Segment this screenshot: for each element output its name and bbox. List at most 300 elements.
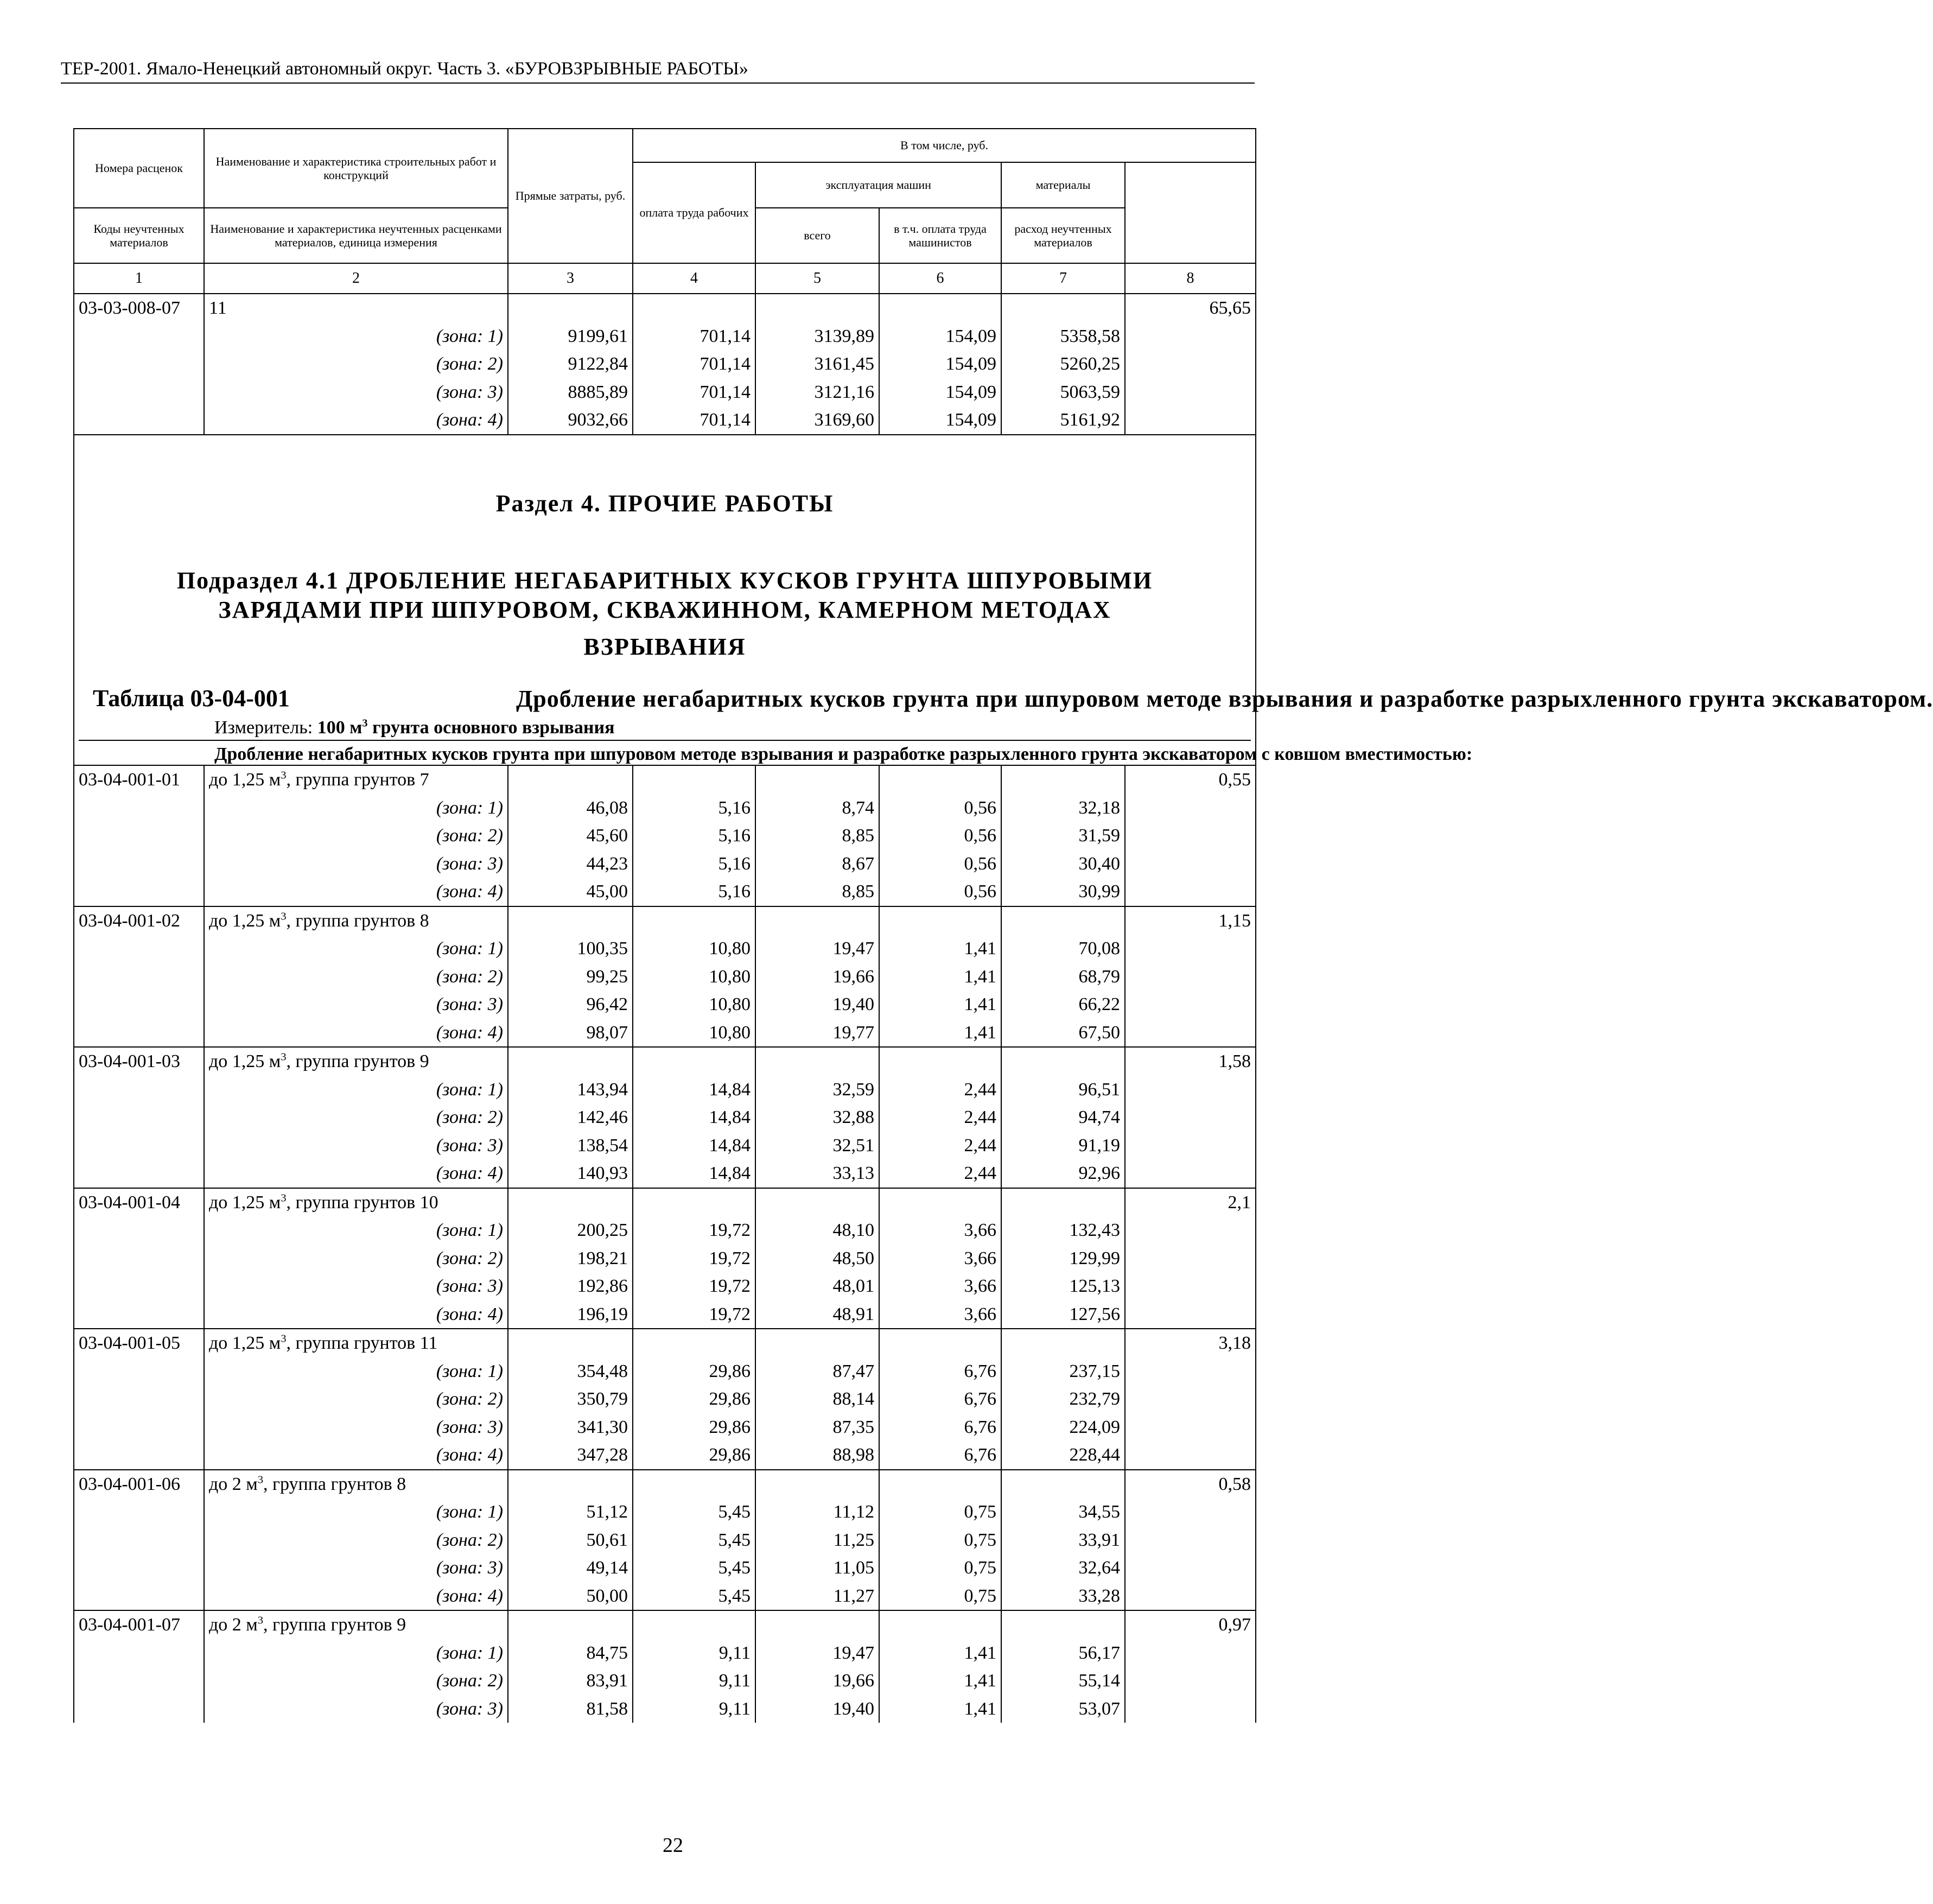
zone-value: 350,79 bbox=[508, 1385, 633, 1413]
zone-label: (зона: 2) bbox=[204, 822, 508, 850]
page-number: 22 bbox=[663, 1834, 683, 1857]
empty-cell bbox=[633, 1188, 755, 1217]
col-header-direct: Прямые затраты, руб. bbox=[508, 129, 633, 263]
empty-cell bbox=[74, 1103, 204, 1132]
zone-value: 5063,59 bbox=[1001, 378, 1125, 407]
zone-value: 9,11 bbox=[633, 1695, 755, 1723]
zone-label: (зона: 3) bbox=[204, 850, 508, 878]
page-header: ТЕР-2001. Ямало-Ненецкий автономный округ. Часть 3. «БУРОВЗРЫВНЫЕ РАБОТЫ» bbox=[61, 59, 1255, 84]
zone-value: 2,44 bbox=[879, 1076, 1001, 1104]
subsection-title-line3: ВЗРЫВАНИЯ bbox=[583, 633, 746, 660]
empty-cell bbox=[1125, 1300, 1256, 1329]
zone-value: 132,43 bbox=[1001, 1216, 1125, 1245]
empty-cell bbox=[1001, 765, 1125, 794]
zone-value: 3,66 bbox=[879, 1216, 1001, 1245]
zone-label: (зона: 4) bbox=[204, 1019, 508, 1048]
zone-row bbox=[74, 350, 1256, 378]
rates-table bbox=[73, 128, 1933, 1723]
zone-value: 48,50 bbox=[755, 1245, 879, 1273]
zone-label: (зона: 3) bbox=[204, 1413, 508, 1442]
empty-cell bbox=[74, 1019, 204, 1048]
empty-cell bbox=[1125, 794, 1256, 822]
empty-cell bbox=[879, 1470, 1001, 1499]
zone-value: 127,56 bbox=[1001, 1300, 1125, 1329]
zone-value: 5,45 bbox=[633, 1582, 755, 1611]
zone-value: 50,00 bbox=[508, 1582, 633, 1611]
empty-cell bbox=[74, 935, 204, 963]
zone-label: (зона: 3) bbox=[204, 1554, 508, 1582]
empty-cell bbox=[74, 1245, 204, 1273]
table-row bbox=[74, 765, 1256, 794]
zone-value: 8,74 bbox=[755, 794, 879, 822]
empty-cell bbox=[508, 765, 633, 794]
zone-label: (зона: 1) bbox=[204, 322, 508, 351]
zone-row bbox=[74, 1076, 1256, 1104]
zone-row bbox=[74, 406, 1256, 435]
empty-cell bbox=[74, 1441, 204, 1470]
zone-value: 1,41 bbox=[879, 991, 1001, 1019]
rate-code: 03-04-001-06 bbox=[74, 1470, 204, 1499]
empty-cell bbox=[1125, 1357, 1256, 1386]
empty-cell bbox=[74, 1498, 204, 1526]
zone-value: 192,86 bbox=[508, 1272, 633, 1300]
col-number: 2 bbox=[204, 263, 508, 294]
empty-cell bbox=[755, 294, 879, 322]
zone-value: 14,84 bbox=[633, 1132, 755, 1160]
zone-value: 29,86 bbox=[633, 1441, 755, 1470]
empty-cell bbox=[1125, 1639, 1256, 1667]
empty-cell bbox=[1125, 1159, 1256, 1188]
zone-value: 10,80 bbox=[633, 1019, 755, 1048]
zone-row bbox=[74, 1498, 1256, 1526]
empty-cell bbox=[74, 378, 204, 407]
empty-cell bbox=[1125, 1132, 1256, 1160]
zone-value: 19,47 bbox=[755, 935, 879, 963]
zone-value: 3,66 bbox=[879, 1245, 1001, 1273]
zone-value: 3169,60 bbox=[755, 406, 879, 435]
zone-value: 83,91 bbox=[508, 1667, 633, 1695]
rate-name: до 1,25 $м^3$, группа грунтов 11 bbox=[204, 1329, 508, 1357]
zone-value: 1,41 bbox=[879, 963, 1001, 991]
empty-cell bbox=[74, 878, 204, 906]
zone-row bbox=[74, 1357, 1256, 1386]
zone-value: 11,27 bbox=[755, 1582, 879, 1611]
empty-cell bbox=[74, 406, 204, 435]
zone-value: 9122,84 bbox=[508, 350, 633, 378]
zone-value: 11,12 bbox=[755, 1498, 879, 1526]
empty-cell bbox=[1125, 1103, 1256, 1132]
col-number: 1 bbox=[74, 263, 204, 294]
zone-value: 99,25 bbox=[508, 963, 633, 991]
zone-value: 48,10 bbox=[755, 1216, 879, 1245]
zone-value: 143,94 bbox=[508, 1076, 633, 1104]
empty-cell bbox=[1001, 1470, 1125, 1499]
zone-row bbox=[74, 1019, 1256, 1048]
empty-cell bbox=[633, 1047, 755, 1076]
zone-label: (зона: 4) bbox=[204, 1159, 508, 1188]
zone-row bbox=[74, 1132, 1256, 1160]
subsection-title-line2: ЗАРЯДАМИ ПРИ ШПУРОВОМ, СКВАЖИННОМ, КАМЕРНОМ МЕТОДАХ bbox=[218, 596, 1111, 623]
zone-value: 3,66 bbox=[879, 1272, 1001, 1300]
zone-value: 5,45 bbox=[633, 1498, 755, 1526]
group-description: Дробление негабаритных кусков грунта при шпуровом методе взрывания и разработке разрыхленного грунта экскаватором с ковшом вместимостью: bbox=[79, 740, 1251, 765]
zone-value: 19,40 bbox=[755, 991, 879, 1019]
zone-value: 66,22 bbox=[1001, 991, 1125, 1019]
zone-value: 96,51 bbox=[1001, 1076, 1125, 1104]
rate-code: 03-04-001-05 bbox=[74, 1329, 204, 1357]
zone-value: 200,25 bbox=[508, 1216, 633, 1245]
zone-value: 50,61 bbox=[508, 1526, 633, 1554]
empty-cell bbox=[755, 1470, 879, 1499]
zone-label: (зона: 2) bbox=[204, 963, 508, 991]
zone-value: 154,09 bbox=[879, 350, 1001, 378]
zone-value: 9,11 bbox=[633, 1667, 755, 1695]
zone-value: 5,45 bbox=[633, 1554, 755, 1582]
zone-value: 10,80 bbox=[633, 935, 755, 963]
zone-value: 5260,25 bbox=[1001, 350, 1125, 378]
zone-value: 33,91 bbox=[1001, 1526, 1125, 1554]
zone-value: 5,16 bbox=[633, 878, 755, 906]
col-header-group: В том числе, руб. bbox=[633, 129, 1256, 162]
zone-value: 8,67 bbox=[755, 850, 879, 878]
rate-name: до 1,25 $м^3$, группа грунтов 9 bbox=[204, 1047, 508, 1076]
zone-label: (зона: 3) bbox=[204, 378, 508, 407]
empty-cell bbox=[74, 1385, 204, 1413]
zone-row bbox=[74, 991, 1256, 1019]
zone-value: 19,72 bbox=[633, 1300, 755, 1329]
empty-cell bbox=[1125, 322, 1256, 351]
zone-value: 46,08 bbox=[508, 794, 633, 822]
zone-value: 11,25 bbox=[755, 1526, 879, 1554]
empty-cell bbox=[1125, 1526, 1256, 1554]
zone-value: 49,14 bbox=[508, 1554, 633, 1582]
zone-value: 3161,45 bbox=[755, 350, 879, 378]
zone-value: 30,99 bbox=[1001, 878, 1125, 906]
zone-value: 14,84 bbox=[633, 1103, 755, 1132]
zone-value: 0,56 bbox=[879, 822, 1001, 850]
zone-value: 32,18 bbox=[1001, 794, 1125, 822]
empty-cell bbox=[1125, 1695, 1256, 1723]
zone-value: 129,99 bbox=[1001, 1245, 1125, 1273]
col-header-operators: в т.ч. оплата труда машинистов bbox=[879, 208, 1001, 263]
zone-label: (зона: 2) bbox=[204, 1245, 508, 1273]
zone-label: (зона: 3) bbox=[204, 1695, 508, 1723]
zone-value: 6,76 bbox=[879, 1441, 1001, 1470]
zone-label: (зона: 1) bbox=[204, 794, 508, 822]
empty-cell bbox=[74, 963, 204, 991]
zone-value: 19,47 bbox=[755, 1639, 879, 1667]
zone-label: (зона: 4) bbox=[204, 406, 508, 435]
zone-value: 0,56 bbox=[879, 850, 1001, 878]
zone-row bbox=[74, 1385, 1256, 1413]
empty-cell bbox=[74, 1695, 204, 1723]
zone-label: (зона: 2) bbox=[204, 1667, 508, 1695]
col-header-material-codes: Коды неучтенных материалов bbox=[74, 208, 204, 263]
rate-code: 03-04-001-04 bbox=[74, 1188, 204, 1217]
empty-cell bbox=[879, 1610, 1001, 1639]
zone-value: 55,14 bbox=[1001, 1667, 1125, 1695]
col-number: 4 bbox=[633, 263, 755, 294]
zone-row bbox=[74, 1245, 1256, 1273]
empty-cell bbox=[1125, 1413, 1256, 1442]
rate-code: 03-04-001-02 bbox=[74, 906, 204, 935]
empty-cell bbox=[1001, 1047, 1125, 1076]
zone-value: 5,45 bbox=[633, 1526, 755, 1554]
zone-value: 33,28 bbox=[1001, 1582, 1125, 1611]
col-header-materials: материалы bbox=[1001, 162, 1125, 208]
zone-value: 10,80 bbox=[633, 963, 755, 991]
empty-cell bbox=[1001, 1329, 1125, 1357]
zone-value: 0,75 bbox=[879, 1582, 1001, 1611]
zone-label: (зона: 1) bbox=[204, 935, 508, 963]
zone-value: 8885,89 bbox=[508, 378, 633, 407]
zone-value: 45,00 bbox=[508, 878, 633, 906]
zone-value: 154,09 bbox=[879, 322, 1001, 351]
zone-value: 228,44 bbox=[1001, 1441, 1125, 1470]
zone-value: 88,14 bbox=[755, 1385, 879, 1413]
zone-label: (зона: 3) bbox=[204, 1272, 508, 1300]
zone-row bbox=[74, 1582, 1256, 1611]
zone-value: 29,86 bbox=[633, 1385, 755, 1413]
rate-name: до 1,25 $м^3$, группа грунтов 7 bbox=[204, 765, 508, 794]
meter-value: 100 $м^3$ грунта основного взрывания bbox=[317, 717, 615, 738]
empty-cell bbox=[74, 1526, 204, 1554]
zone-value: 0,75 bbox=[879, 1498, 1001, 1526]
empty-cell bbox=[633, 294, 755, 322]
empty-cell bbox=[633, 1610, 755, 1639]
meter-label: Измеритель: bbox=[214, 718, 313, 738]
zone-label: (зона: 2) bbox=[204, 1526, 508, 1554]
zone-value: 1,41 bbox=[879, 1019, 1001, 1048]
empty-cell bbox=[74, 1300, 204, 1329]
empty-cell bbox=[1125, 1216, 1256, 1245]
col-header-code: Номера расценок bbox=[74, 129, 204, 208]
zone-value: 8,85 bbox=[755, 822, 879, 850]
zone-value: 11,05 bbox=[755, 1554, 879, 1582]
zone-value: 237,15 bbox=[1001, 1357, 1125, 1386]
empty-cell bbox=[1125, 350, 1256, 378]
empty-cell bbox=[879, 906, 1001, 935]
zone-value: 48,01 bbox=[755, 1272, 879, 1300]
zone-value: 5161,92 bbox=[1001, 406, 1125, 435]
empty-cell bbox=[1125, 963, 1256, 991]
zone-value: 98,07 bbox=[508, 1019, 633, 1048]
zone-row bbox=[74, 850, 1256, 878]
empty-cell bbox=[1125, 1019, 1256, 1048]
empty-cell bbox=[1125, 1667, 1256, 1695]
empty-cell bbox=[1125, 991, 1256, 1019]
section-title: Раздел 4. ПРОЧИЕ РАБОТЫ bbox=[495, 490, 834, 517]
zone-value: 154,09 bbox=[879, 406, 1001, 435]
rate-code: 03-04-001-01 bbox=[74, 765, 204, 794]
zone-row bbox=[74, 1554, 1256, 1582]
zone-value: 142,46 bbox=[508, 1103, 633, 1132]
zone-value: 8,85 bbox=[755, 878, 879, 906]
zone-value: 232,79 bbox=[1001, 1385, 1125, 1413]
zone-value: 81,58 bbox=[508, 1695, 633, 1723]
empty-cell bbox=[74, 1132, 204, 1160]
zone-label: (зона: 1) bbox=[204, 1076, 508, 1104]
zone-row bbox=[74, 1441, 1256, 1470]
zone-label: (зона: 4) bbox=[204, 1582, 508, 1611]
zone-value: 19,77 bbox=[755, 1019, 879, 1048]
zone-label: (зона: 3) bbox=[204, 1132, 508, 1160]
table-row bbox=[74, 1329, 1256, 1357]
rate-name: до 1,25 $м^3$, группа грунтов 10 bbox=[204, 1188, 508, 1217]
zone-value: 32,64 bbox=[1001, 1554, 1125, 1582]
zone-value: 44,23 bbox=[508, 850, 633, 878]
empty-cell bbox=[1001, 1610, 1125, 1639]
zone-value: 33,13 bbox=[755, 1159, 879, 1188]
section-row bbox=[74, 435, 1256, 766]
zone-value: 701,14 bbox=[633, 322, 755, 351]
empty-cell bbox=[74, 350, 204, 378]
zone-value: 9032,66 bbox=[508, 406, 633, 435]
empty-cell bbox=[633, 906, 755, 935]
empty-cell bbox=[1125, 1385, 1256, 1413]
empty-cell bbox=[755, 765, 879, 794]
zone-row bbox=[74, 1695, 1256, 1723]
zone-value: 92,96 bbox=[1001, 1159, 1125, 1188]
zone-value: 224,09 bbox=[1001, 1413, 1125, 1442]
zone-value: 19,40 bbox=[755, 1695, 879, 1723]
empty-cell bbox=[879, 1188, 1001, 1217]
rate-code: 03-04-001-03 bbox=[74, 1047, 204, 1076]
empty-cell bbox=[633, 1329, 755, 1357]
zone-value: 2,44 bbox=[879, 1103, 1001, 1132]
zone-value: 6,76 bbox=[879, 1413, 1001, 1442]
zone-label: (зона: 1) bbox=[204, 1216, 508, 1245]
zone-value: 100,35 bbox=[508, 935, 633, 963]
empty-cell bbox=[1125, 1498, 1256, 1526]
col-number: 8 bbox=[1125, 263, 1256, 294]
empty-cell bbox=[1125, 822, 1256, 850]
table-row bbox=[74, 1610, 1256, 1639]
col-header-name: Наименование и характеристика строительных работ и конструкций bbox=[204, 129, 508, 208]
zone-value: 0,75 bbox=[879, 1526, 1001, 1554]
zone-label: (зона: 3) bbox=[204, 991, 508, 1019]
empty-cell bbox=[1125, 1554, 1256, 1582]
rate-name: до 2 $м^3$, группа грунтов 8 bbox=[204, 1470, 508, 1499]
section-block bbox=[74, 435, 1933, 766]
col-header-machines: эксплуатация машин bbox=[755, 162, 1001, 208]
rate-name: до 2 $м^3$, группа грунтов 9 bbox=[204, 1610, 508, 1639]
zone-value: 2,44 bbox=[879, 1132, 1001, 1160]
zone-value: 0,56 bbox=[879, 794, 1001, 822]
zone-value: 3,66 bbox=[879, 1300, 1001, 1329]
zone-label: (зона: 2) bbox=[204, 1103, 508, 1132]
col-number: 6 bbox=[879, 263, 1001, 294]
zone-row bbox=[74, 1526, 1256, 1554]
table-row bbox=[74, 294, 1256, 322]
zone-value: 94,74 bbox=[1001, 1103, 1125, 1132]
zone-value: 354,48 bbox=[508, 1357, 633, 1386]
zone-value: 9199,61 bbox=[508, 322, 633, 351]
empty-cell bbox=[74, 322, 204, 351]
empty-cell bbox=[74, 1357, 204, 1386]
zone-row bbox=[74, 963, 1256, 991]
empty-cell bbox=[508, 906, 633, 935]
empty-cell bbox=[1125, 406, 1256, 435]
rate-code: 03-04-001-07 bbox=[74, 1610, 204, 1639]
zone-value: 30,40 bbox=[1001, 850, 1125, 878]
empty-cell bbox=[755, 1329, 879, 1357]
empty-cell bbox=[74, 1076, 204, 1104]
table-row bbox=[74, 1047, 1256, 1076]
zone-label: (зона: 2) bbox=[204, 350, 508, 378]
empty-cell bbox=[1125, 878, 1256, 906]
zone-value: 32,88 bbox=[755, 1103, 879, 1132]
zone-value: 32,51 bbox=[755, 1132, 879, 1160]
zone-value: 347,28 bbox=[508, 1441, 633, 1470]
zone-row bbox=[74, 1103, 1256, 1132]
zone-value: 6,76 bbox=[879, 1385, 1001, 1413]
zone-value: 91,19 bbox=[1001, 1132, 1125, 1160]
empty-cell bbox=[879, 765, 1001, 794]
col-header-machines-total: всего bbox=[755, 208, 879, 263]
zone-label: (зона: 1) bbox=[204, 1498, 508, 1526]
zone-value: 84,75 bbox=[508, 1639, 633, 1667]
empty-cell bbox=[755, 1047, 879, 1076]
zone-value: 53,07 bbox=[1001, 1695, 1125, 1723]
zone-value: 31,59 bbox=[1001, 822, 1125, 850]
zone-value: 14,84 bbox=[633, 1159, 755, 1188]
labor-cost: 0,55 bbox=[1125, 765, 1256, 794]
zone-value: 0,56 bbox=[879, 878, 1001, 906]
col-number: 5 bbox=[755, 263, 879, 294]
zone-value: 87,47 bbox=[755, 1357, 879, 1386]
zone-row bbox=[74, 1159, 1256, 1188]
zone-value: 341,30 bbox=[508, 1413, 633, 1442]
labor-cost: 1,15 bbox=[1125, 906, 1256, 935]
zone-row bbox=[74, 1639, 1256, 1667]
empty-cell bbox=[1125, 1582, 1256, 1611]
zone-value: 51,12 bbox=[508, 1498, 633, 1526]
zone-value: 6,76 bbox=[879, 1357, 1001, 1386]
zone-value: 96,42 bbox=[508, 991, 633, 1019]
empty-cell bbox=[74, 1554, 204, 1582]
rate-name: 11 bbox=[204, 294, 508, 322]
labor-cost: 65,65 bbox=[1125, 294, 1256, 322]
zone-value: 70,08 bbox=[1001, 935, 1125, 963]
zone-value: 1,41 bbox=[879, 1667, 1001, 1695]
col-number: 3 bbox=[508, 263, 633, 294]
empty-cell bbox=[1001, 906, 1125, 935]
zone-row bbox=[74, 1216, 1256, 1245]
empty-cell bbox=[508, 1188, 633, 1217]
empty-cell bbox=[1125, 1272, 1256, 1300]
zone-label: (зона: 2) bbox=[204, 1385, 508, 1413]
zone-value: 125,13 bbox=[1001, 1272, 1125, 1300]
table-row bbox=[74, 1470, 1256, 1499]
empty-cell bbox=[1001, 294, 1125, 322]
zone-value: 19,66 bbox=[755, 963, 879, 991]
zone-value: 701,14 bbox=[633, 350, 755, 378]
empty-cell bbox=[508, 294, 633, 322]
zone-value: 5,16 bbox=[633, 822, 755, 850]
zone-value: 2,44 bbox=[879, 1159, 1001, 1188]
empty-cell bbox=[1001, 1188, 1125, 1217]
zone-value: 19,72 bbox=[633, 1216, 755, 1245]
zone-value: 5,16 bbox=[633, 794, 755, 822]
zone-value: 48,91 bbox=[755, 1300, 879, 1329]
empty-cell bbox=[879, 294, 1001, 322]
empty-cell bbox=[74, 794, 204, 822]
zone-label: (зона: 4) bbox=[204, 878, 508, 906]
labor-cost: 1,58 bbox=[1125, 1047, 1256, 1076]
zone-value: 1,41 bbox=[879, 1639, 1001, 1667]
zone-row bbox=[74, 1272, 1256, 1300]
